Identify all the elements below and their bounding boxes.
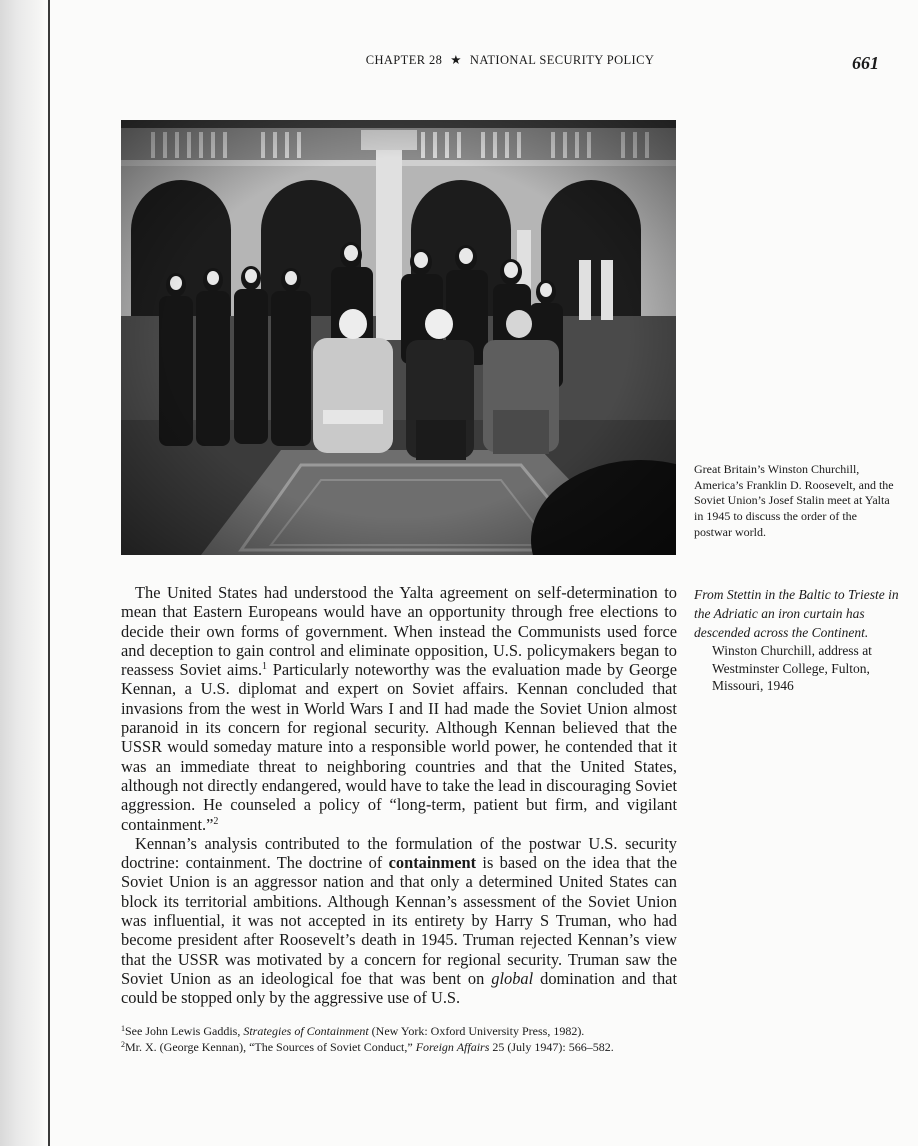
footnote-ref-1: 1 [262, 661, 268, 673]
footnote-1-title: Strategies of Containment [243, 1024, 369, 1038]
paragraph-1-text-a: The United States had understood the Yalta agreement on self-determination to mean that Eastern Europeans would have an opportunity through free elections to decide their own forms of government. When instead the Communists used force and deception to gain control and eliminate opposition, U.S. policymakers began to reassess Soviet aims. [121, 583, 677, 680]
page-gutter-shadow [0, 0, 46, 1146]
paragraph-1-text-b: Particularly noteworthy was the evaluation made by George Kennan, a U.S. diplomat and expert on Soviet affairs. Kennan concluded that invasions from the west in World Wars I and II had made the Soviet Union almost paranoid in its concern for regional security. Although Kennan believed that the USSR would someday mature into a responsible world power, he contended that it was an immediate threat to neighboring countries and that the United States, although not directly endangered, would have to take the lead in discouraging Soviet aggression. He counseled a policy of “long-term, patient but firm, and vigilant containment.” [121, 660, 677, 834]
footnote-1-text-b: (New York: Oxford University Press, 1982). [368, 1024, 585, 1038]
footnote-ref-2: 2 [213, 815, 219, 827]
footnote-2-text-a: Mr. X. (George Kennan), “The Sources of Soviet Conduct,” [125, 1040, 416, 1054]
emphasis-global: global [491, 968, 534, 988]
binding-edge-line [48, 0, 50, 1146]
epigraph-attribution: Winston Churchill, address at Westminster College, Fulton, Missouri, 1946 [712, 643, 872, 693]
footnote-2-title: Foreign Affairs [415, 1040, 490, 1054]
body-text [121, 583, 677, 1008]
running-head-chapter: CHAPTER 28 [365, 53, 443, 67]
footnote-1-number: 1 [121, 1024, 125, 1033]
paragraph-2 [121, 834, 677, 1008]
epigraph-quote: From Stettin in the Baltic to Trieste in the Adriatic an iron curtain has descended across the Continent. [694, 587, 899, 640]
footnote-2-number: 2 [121, 1040, 125, 1049]
yalta-conference-photo [121, 120, 676, 555]
running-head [300, 52, 720, 68]
photo-caption: Great Britain’s Winston Churchill, America’s Franklin D. Roosevelt, and the Soviet Union’s Josef Stalin meet at Yalta in 1945 to discuss the order of the postwar world. [694, 462, 894, 539]
page-number: 661 [852, 53, 879, 73]
paragraph-2-text-c: domination and that could be stopped only by the aggressive use of U.S. [121, 968, 677, 1008]
running-head-title: NATIONAL SECURITY POLICY [469, 53, 655, 67]
paragraph-1 [121, 583, 677, 834]
footnote-1-text-a: See John Lewis Gaddis, [125, 1024, 244, 1038]
star-separator-icon: ★ [450, 53, 462, 67]
key-term-containment: containment [388, 853, 477, 873]
paragraph-2-text-a: Kennan’s analysis contributed to the formulation of the postwar U.S. security doctrine: containment. The doctrine of [121, 833, 677, 873]
footnote-2-text-b: 25 (July 1947): 566–582. [489, 1040, 614, 1054]
footnote-2 [121, 1039, 696, 1055]
photo-illustration [121, 120, 676, 555]
epigraph [694, 585, 904, 695]
footnote-1 [121, 1023, 696, 1039]
paragraph-2-text-b: is based on the idea that the Soviet Union is an aggressor nation and that only a determined United States can block its territorial ambitions. Although Kennan’s assessment of the Soviet Union was influential, it was not accepted in its entirety by Harry S Truman, who had become president after Roosevelt’s death in 1945. Truman rejected Kennan’s view that the USSR was motivated by a concern for regional security. Truman saw the Soviet Union as an ideological foe that was bent on [121, 853, 677, 988]
footnotes [121, 1023, 696, 1055]
